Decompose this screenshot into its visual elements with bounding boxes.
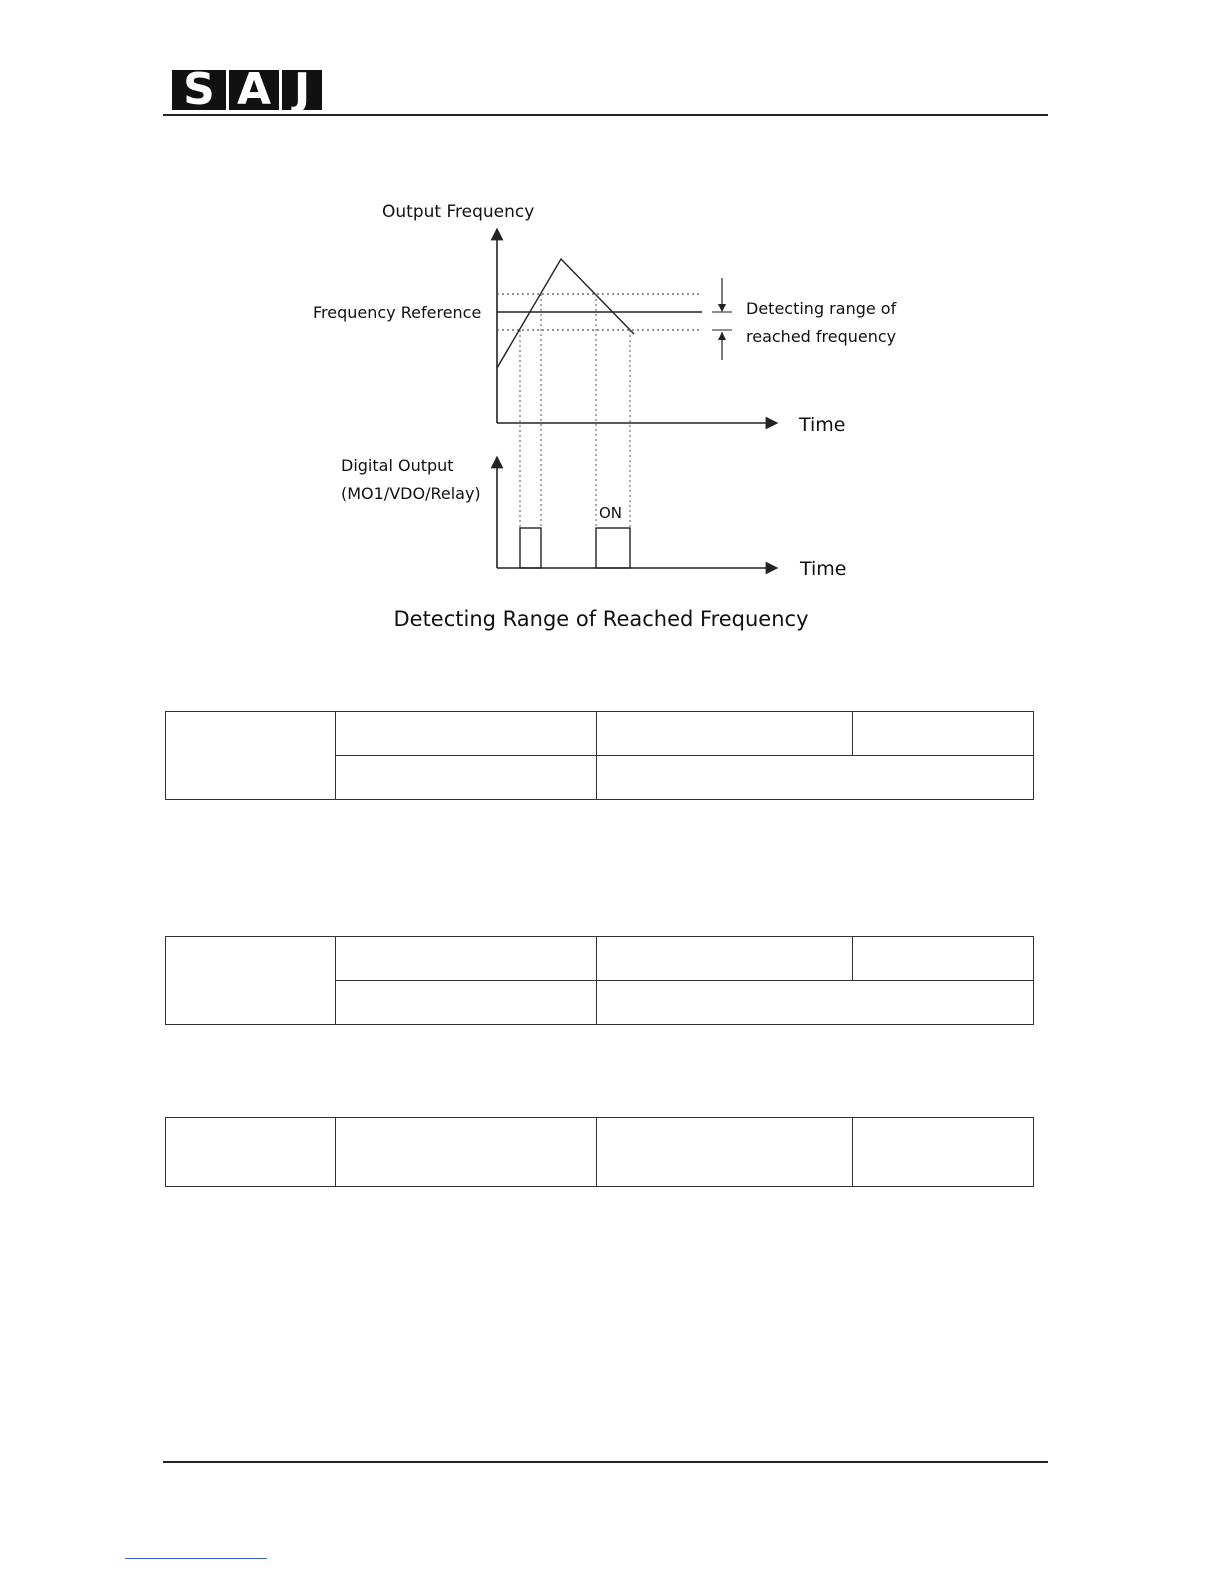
table-cell <box>336 981 597 1025</box>
output-pulse-1 <box>520 528 541 568</box>
table-cell <box>336 1118 597 1187</box>
reached-frequency-diagram <box>0 0 1224 700</box>
output-pulse-2 <box>596 528 630 568</box>
table-cell <box>597 981 1034 1025</box>
table-cell <box>853 712 1034 756</box>
logo-letter-s: S <box>172 70 226 110</box>
logo-letter-j: J <box>282 70 322 110</box>
table-cell <box>597 1118 853 1187</box>
table-cell <box>597 756 1034 800</box>
logo-letter-a: A <box>229 70 279 110</box>
table-cell <box>597 937 853 981</box>
table-cell <box>166 712 336 800</box>
range-arrow-up-head <box>718 332 726 340</box>
table-cell <box>166 937 336 1025</box>
detect-range-label-line2: reached frequency <box>746 327 897 346</box>
digital-output-label: Digital Output <box>341 456 454 475</box>
table-cell <box>336 937 597 981</box>
parameter-table-3 <box>165 1117 1034 1187</box>
parameter-table-1 <box>165 711 1034 800</box>
table-cell <box>336 712 597 756</box>
output-frequency-label: Output Frequency <box>382 202 535 222</box>
digital-output-sublabel: (MO1/VDO/Relay) <box>341 484 481 503</box>
time-label-bottom: Time <box>800 558 847 580</box>
detect-range-label-line1: Detecting range of <box>746 299 897 318</box>
footer-link-underline[interactable] <box>125 1558 267 1559</box>
table-cell <box>853 937 1034 981</box>
range-arrow-down-head <box>718 304 726 312</box>
table-cell <box>853 1118 1034 1187</box>
figure-caption: Detecting Range of Reached Frequency <box>393 607 809 631</box>
table-cell <box>597 712 853 756</box>
frequency-reference-label: Frequency Reference <box>313 303 482 322</box>
table-cell <box>336 756 597 800</box>
output-frequency-curve <box>497 259 634 368</box>
footer-rule <box>163 1461 1048 1463</box>
table-cell <box>166 1118 336 1187</box>
parameter-table-2 <box>165 936 1034 1025</box>
time-label-top: Time <box>799 414 846 436</box>
on-label: ON <box>599 504 623 522</box>
